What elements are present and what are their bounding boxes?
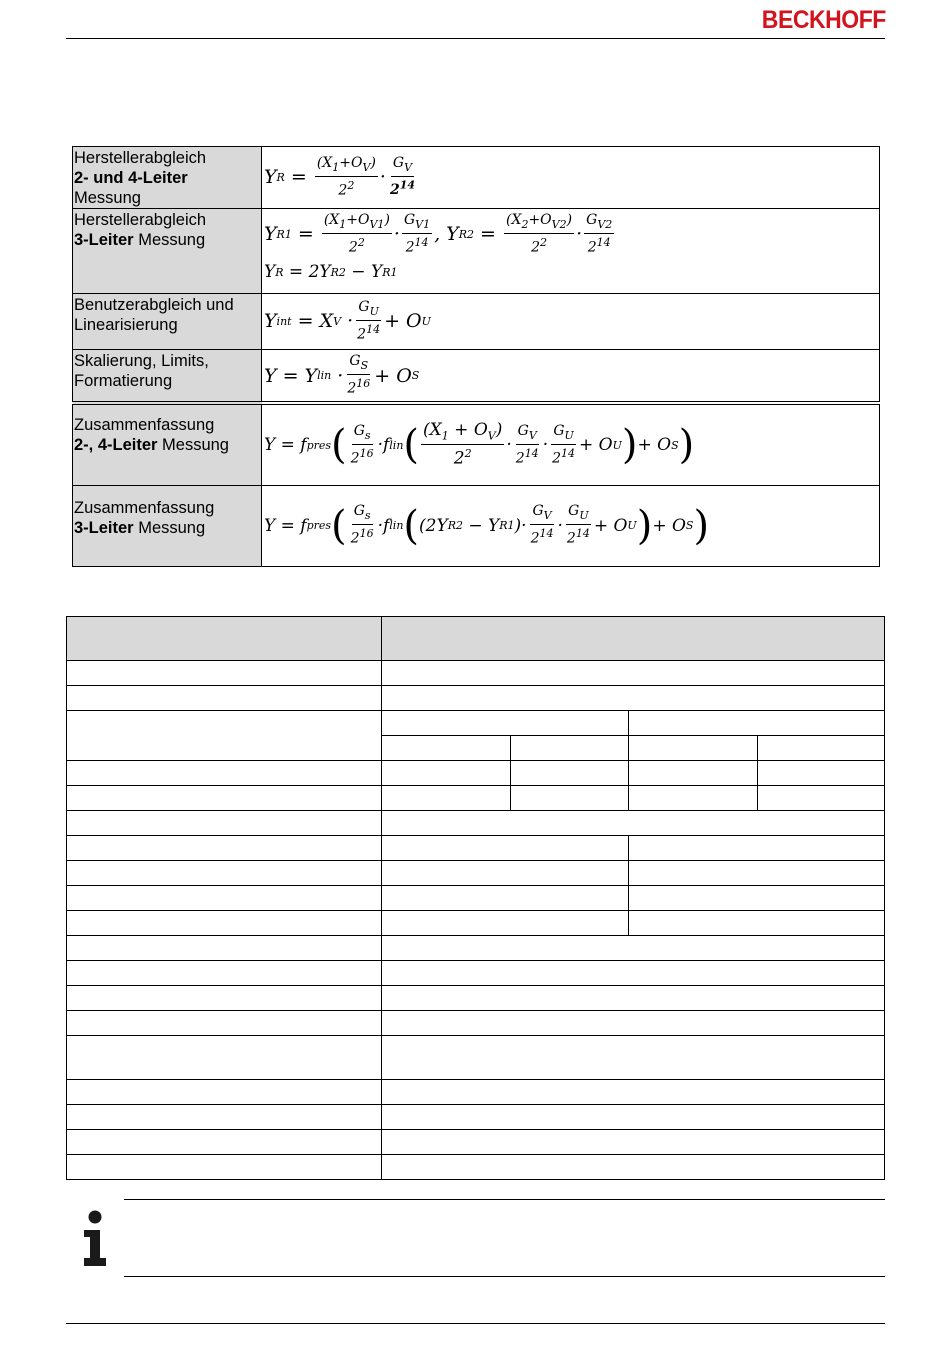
table-cell [67, 961, 382, 986]
table-row [67, 1130, 885, 1155]
table-cell [382, 861, 629, 886]
table-cell [382, 1130, 885, 1155]
table-cell [67, 1155, 382, 1180]
formula-row [73, 350, 880, 404]
label-bold: 2- und 4-Leiter [74, 169, 188, 187]
formula-label [73, 147, 262, 209]
table-cell [382, 936, 885, 961]
table-row [67, 936, 885, 961]
data-table [66, 616, 885, 1180]
formula-row [73, 486, 880, 567]
table-cell [382, 1155, 885, 1180]
label-line: Benutzerabgleich und [74, 296, 234, 314]
table-cell [67, 761, 382, 786]
table-cell [67, 686, 382, 711]
table-header-row [67, 617, 885, 661]
label-bold: 2-, 4-Leiter [74, 436, 158, 454]
label-line: Zusammenfassung [74, 499, 215, 517]
formula-label [73, 294, 262, 350]
table-cell [67, 911, 382, 936]
formula-cell: Y int = X V · $\frac{G_U}{2^{14}}$ + O U [262, 294, 880, 350]
table-cell [382, 786, 511, 811]
table-cell [629, 836, 885, 861]
table-cell [629, 861, 885, 886]
table-cell [382, 886, 629, 911]
table-row [67, 886, 885, 911]
label-line: Linearisierung [74, 316, 178, 334]
table-row [67, 986, 885, 1011]
label-line: Messung [74, 189, 141, 207]
header-rule [66, 38, 885, 39]
table-cell [67, 1011, 382, 1036]
table-cell [511, 786, 629, 811]
table-cell [629, 711, 885, 736]
table-header-cell [67, 617, 382, 661]
table-cell [758, 786, 885, 811]
table-cell [67, 1130, 382, 1155]
label-line: Formatierung [74, 372, 173, 390]
table-row [67, 961, 885, 986]
beckhoff-logo: BECKHOFF [761, 6, 886, 34]
note-rule-bottom [124, 1276, 885, 1277]
formula-cell: Y = f pres ( $\frac{G_s}{2^{16}}$ ·f lin ( $\frac{(X_1 + O_V)}{2^2}$ · $\frac{G_V}{2^{14}}$ · $\frac{G_U}{2^{14}}$ + O U ) + O S ) [262, 403, 880, 486]
label-bold: 3-Leiter [74, 519, 134, 537]
table-row [67, 1080, 885, 1105]
formula-label [73, 350, 262, 404]
table-cell [758, 761, 885, 786]
table-cell [67, 886, 382, 911]
info-icon [82, 1210, 108, 1266]
table-cell [511, 761, 629, 786]
table-cell [382, 961, 885, 986]
table-cell [67, 861, 382, 886]
label-rest: Messung [133, 231, 206, 249]
table-row [67, 661, 885, 686]
formula-row [73, 209, 880, 294]
table-cell [629, 736, 758, 761]
formula-label [73, 403, 262, 486]
table-row [67, 861, 885, 886]
table-cell [382, 1036, 885, 1080]
table-cell [382, 661, 885, 686]
table-row [67, 1155, 885, 1180]
table-cell [629, 911, 885, 936]
formula-cell: Y R1 = $\frac{(X_1+O_{V1})}{2^2}$ · $\frac{G_{V1}}{2^{14}}$ , Y R2 = $\frac{(X_2+O_{V2})}{2^2}$ · $\frac{G_{V2}}{2^{14}}$ Y R = 2Y R2 − Y R1 [262, 209, 880, 294]
table-cell [67, 1105, 382, 1130]
table-row [67, 1105, 885, 1130]
note-rule-top [124, 1199, 885, 1200]
table-row [67, 836, 885, 861]
table-row [67, 811, 885, 836]
table-cell [382, 736, 511, 761]
table-cell [629, 761, 758, 786]
formula-cell: Y R = $\frac{(X_1+O_V)}{2^2}$ · $\frac{G_V}{2^{14}}$ [262, 147, 880, 209]
table-row [67, 761, 885, 786]
table-cell [629, 886, 885, 911]
formula-table [72, 146, 880, 567]
footer-rule [66, 1323, 885, 1324]
table-cell [382, 836, 629, 861]
table-cell [382, 711, 629, 736]
formula-row [73, 147, 880, 209]
table-cell [629, 786, 758, 811]
table-cell [67, 1036, 382, 1080]
table-header-cell [382, 617, 885, 661]
table-row [67, 1036, 885, 1080]
table-cell [382, 811, 885, 836]
formula-row [73, 294, 880, 350]
label-line: Herstellerabgleich [74, 149, 207, 167]
label-rest: Messung [157, 436, 229, 454]
table-cell [67, 986, 382, 1011]
table-cell [67, 1080, 382, 1105]
table-row [67, 911, 885, 936]
table-row [67, 686, 885, 711]
formula-cell: Y = f pres ( $\frac{G_s}{2^{16}}$ ·f lin ( (2Y R2 − Y R1 )· $\frac{G_V}{2^{14}}$ · $\frac{G_U}{2^{14}}$ + O U ) + O S ) [262, 486, 880, 567]
formula-row [73, 403, 880, 486]
table-cell [382, 686, 885, 711]
label-line: Skalierung, Limits, [74, 352, 209, 370]
formula-label [73, 209, 262, 294]
formula-cell: Y = Y lin · $\frac{G_S}{2^{16}}$ + O S [262, 350, 880, 404]
table-cell [67, 711, 382, 761]
table-cell [382, 1011, 885, 1036]
label-rest: Messung [133, 519, 206, 537]
label-line: Zusammenfassung [74, 416, 215, 434]
table-cell [382, 1080, 885, 1105]
table-row [67, 711, 885, 736]
table-row [67, 1011, 885, 1036]
label-bold: 3-Leiter [74, 231, 134, 249]
label-line: Herstellerabgleich [74, 211, 207, 229]
table-cell [67, 661, 382, 686]
table-cell [758, 736, 885, 761]
table-cell [511, 736, 629, 761]
table-cell [382, 986, 885, 1011]
table-cell [382, 1105, 885, 1130]
table-cell [382, 761, 511, 786]
table-cell [67, 811, 382, 836]
table-row [67, 786, 885, 811]
table-cell [67, 836, 382, 861]
formula-label [73, 486, 262, 567]
table-cell [67, 786, 382, 811]
table-cell [67, 936, 382, 961]
table-cell [382, 911, 629, 936]
